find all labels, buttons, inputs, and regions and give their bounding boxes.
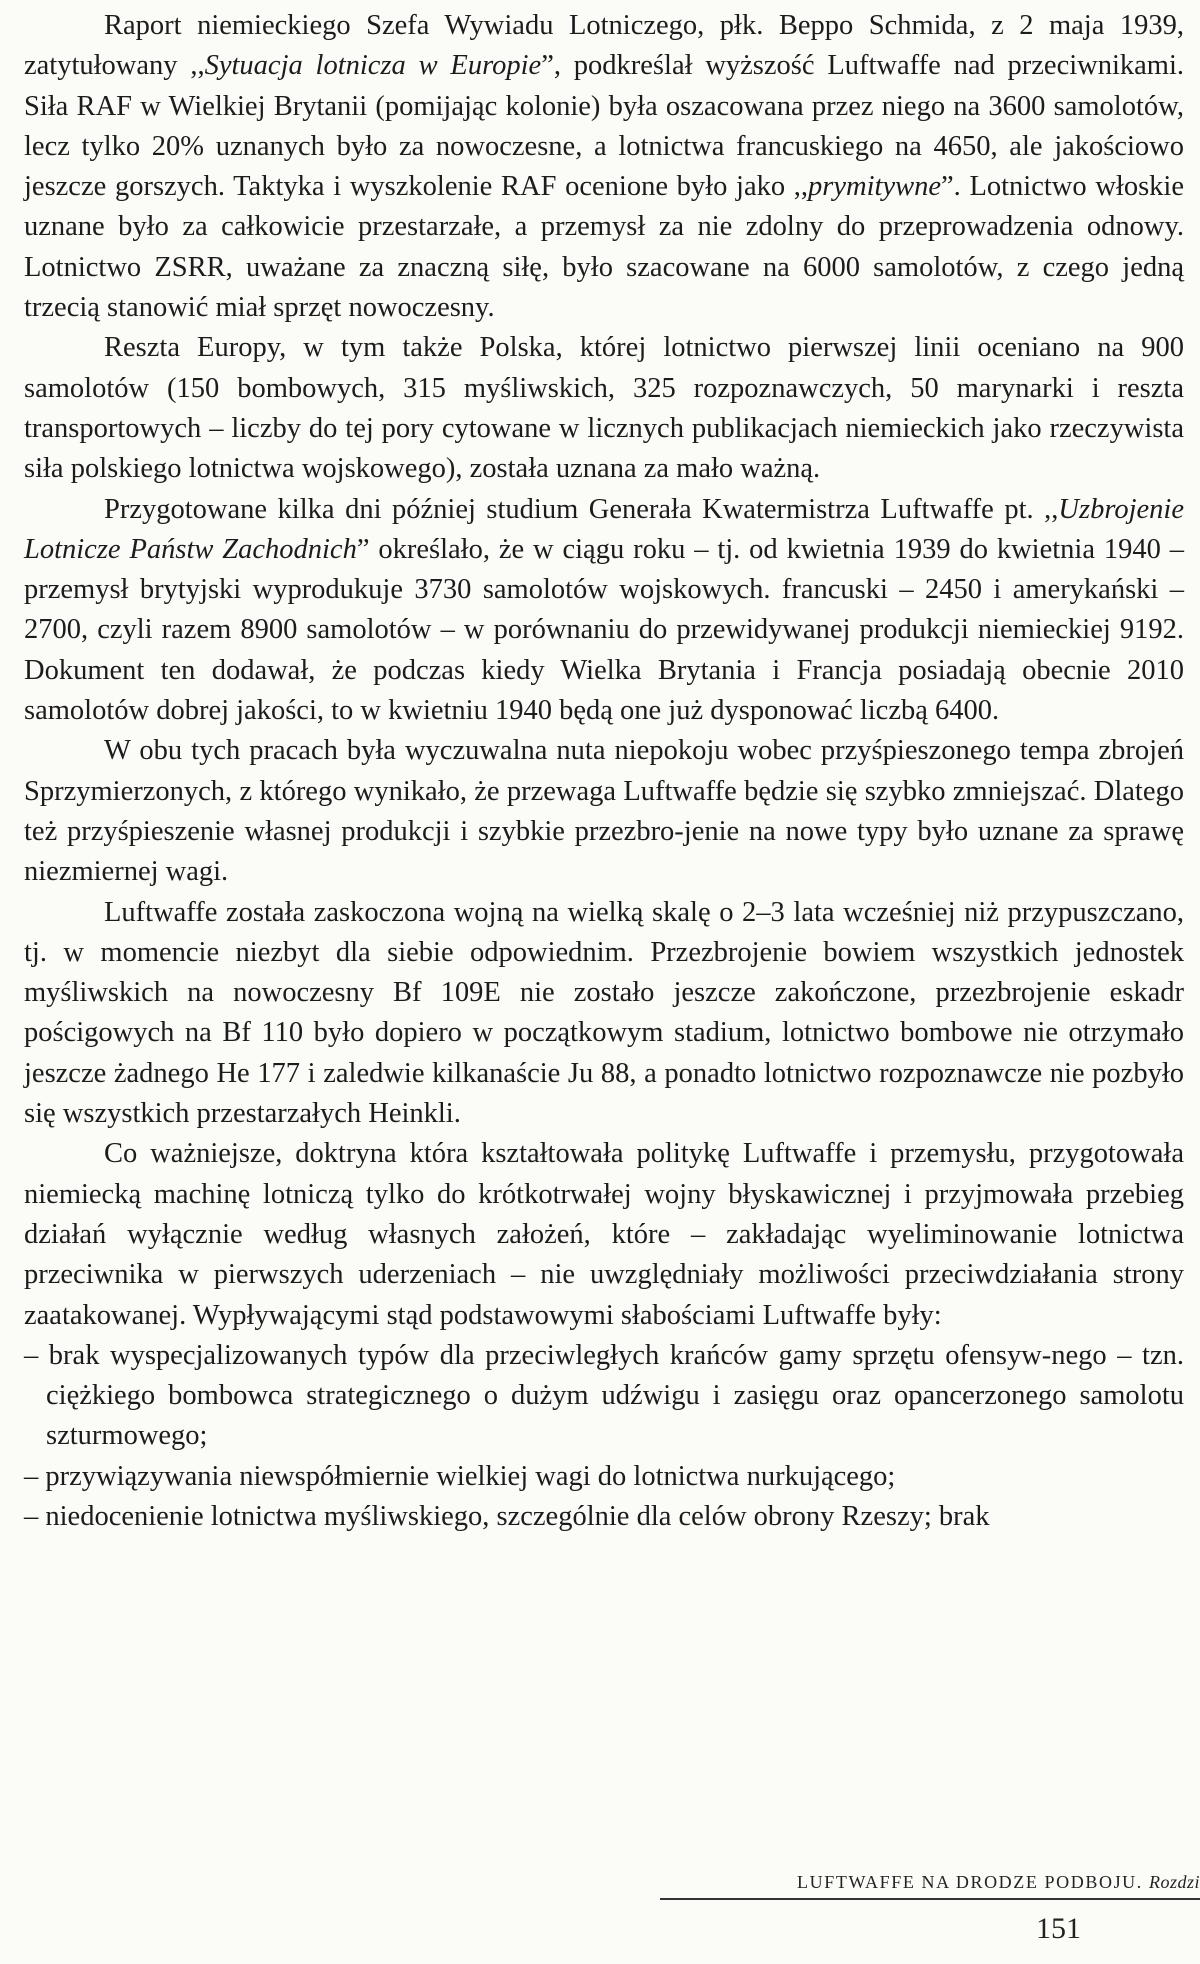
book-page bbox=[24, 6, 1200, 1956]
paragraph-4: W obu tych pracach była wyczuwalna nuta niepokoju wobec przyśpieszonego tempa zbrojeń Sprzymierzonych, z którego wynikało, że przewaga Luftwaffe będzie się szybko zmniejszać. Dlatego też przyśpieszenie własnej produkcji i szybkie przezbro-jenie na nowe typy było uznane za sprawę niezmiernej wagi. bbox=[24, 735, 1184, 888]
paragraph-3: Przygotowane kilka dni później studium Generała Kwatermistrza Luftwaffe pt. ,,Uzbrojenie Lotnicze Państw Zachodnich” określało, że w ciągu roku – tj. od kwietnia 1939 do kwietnia 1940 – przemysł brytyjski wyprodukuje 3730 samolotów wojskowych. francuski – 2450 i amerykański – 2700, czyli razem 8900 samolotów – w porównaniu do przewidywanej produkcji niemieckiej 9192. Dokument ten dodawał, że podczas kiedy Wielka Brytania i Francja posiadają obecnie 2010 samolotów dobrej jakości, to w kwietniu 1940 będą one już dysponować liczbą 6400. bbox=[24, 493, 1184, 727]
running-head-chapter: Rozdzi bbox=[1148, 1872, 1200, 1892]
list-item: – brak wyspecjalizowanych typów dla przeciwległych krańców gamy sprzętu ofensyw-nego – tzn. ciężkiego bombowca strategicznego o dużym udźwigu i zasięgu oraz opancerzonego samolotu szturmowego; bbox=[24, 1339, 1184, 1452]
paragraph-5: Luftwaffe została zaskoczona wojną na wielką skalę o 2–3 lata wcześniej niż przypuszczano, tj. w momencie niezbyt dla siebie odpowiednim. Przezbrojenie bowiem wszystkich jednostek myśliwskich na nowoczesny Bf 109E nie zostało jeszcze zakończone, przezbrojenie eskadr pościgowych na Bf 110 było dopiero w początkowym stadium, lotnictwo bombowe nie otrzymało jeszcze żadnego He 177 i zaledwie kilkanaście Ju 88, a ponadto lotnictwo rozpoznawcze nie pozbyło się wszystkich przestarzałych Heinkli. bbox=[24, 896, 1184, 1130]
running-head-text bbox=[797, 1872, 1200, 1893]
paragraph-1: Raport niemieckiego Szefa Wywiadu Lotniczego, płk. Beppo Schmida, z 2 maja 1939, zatytułowany ,,Sytuacja lotnicza w Europie”, podkreślał wyższość Luftwaffe nad przeciwnikami. Siła RAF w Wielkiej Brytanii (pomijając kolonie) była oszacowana przez niego na 3600 samolotów, lecz tylko 20% uznanych było za nowoczesne, a lotnictwa francuskiego na 4650, ale jakościowo jeszcze gorszych. Taktyka i wyszkolenie RAF ocenione było jako ,,prymitywne”. Lotnictwo włoskie uznane było za całkowicie przestarzałe, a przemysł za nie zdolny do przeprowadzenia odnowy. Lotnictwo ZSRR, uważane za znaczną siłę, było szacowane na 6000 samolotów, z czego jedną trzecią stanowić miał sprzęt nowoczesny. bbox=[24, 10, 1184, 324]
list-item: – niedocenienie lotnictwa myśliwskiego, szczególnie dla celów obrony Rzeszy; brak bbox=[24, 1500, 990, 1532]
paragraph-6: Co ważniejsze, doktryna która kształtowała politykę Luftwaffe i przemysłu, przygotowała niemiecką machinę lotniczą tylko do krótkotrwałej wojny błyskawicznej i przyjmowała przebieg działań wyłącznie według własnych założeń, które – zakładając wyeliminowanie lotnictwa przeciwnika w pierwszych uderzeniach – nie uwzględniały możliwości przeciwdziałania strony zaatakowanej. Wypływającymi stąd podstawowymi słabościami Luftwaffe były: bbox=[24, 1138, 1184, 1331]
list-item: – przywiązywania niewspółmiernie wielkiej wagi do lotnictwa nurkującego; bbox=[24, 1460, 896, 1492]
body-text bbox=[24, 6, 1184, 1537]
page-number: 151 bbox=[1036, 1912, 1081, 1945]
running-head bbox=[24, 1866, 1200, 1910]
paragraph-2: Reszta Europy, w tym także Polska, której lotnictwo pierwszej linii oceniano na 900 samolotów (150 bombowych, 315 myśliwskich, 325 rozpoznawczych, 50 marynarki i reszta transportowych – liczby do tej pory cytowane w licznych publikacjach niemieckich jako rzeczywista siła polskiego lotnictwa wojskowego), została uznana za mało ważną. bbox=[24, 332, 1184, 485]
footer-rule bbox=[660, 1898, 1200, 1900]
running-head-title: LUFTWAFFE NA DRODZE PODBOJU. bbox=[797, 1872, 1143, 1892]
